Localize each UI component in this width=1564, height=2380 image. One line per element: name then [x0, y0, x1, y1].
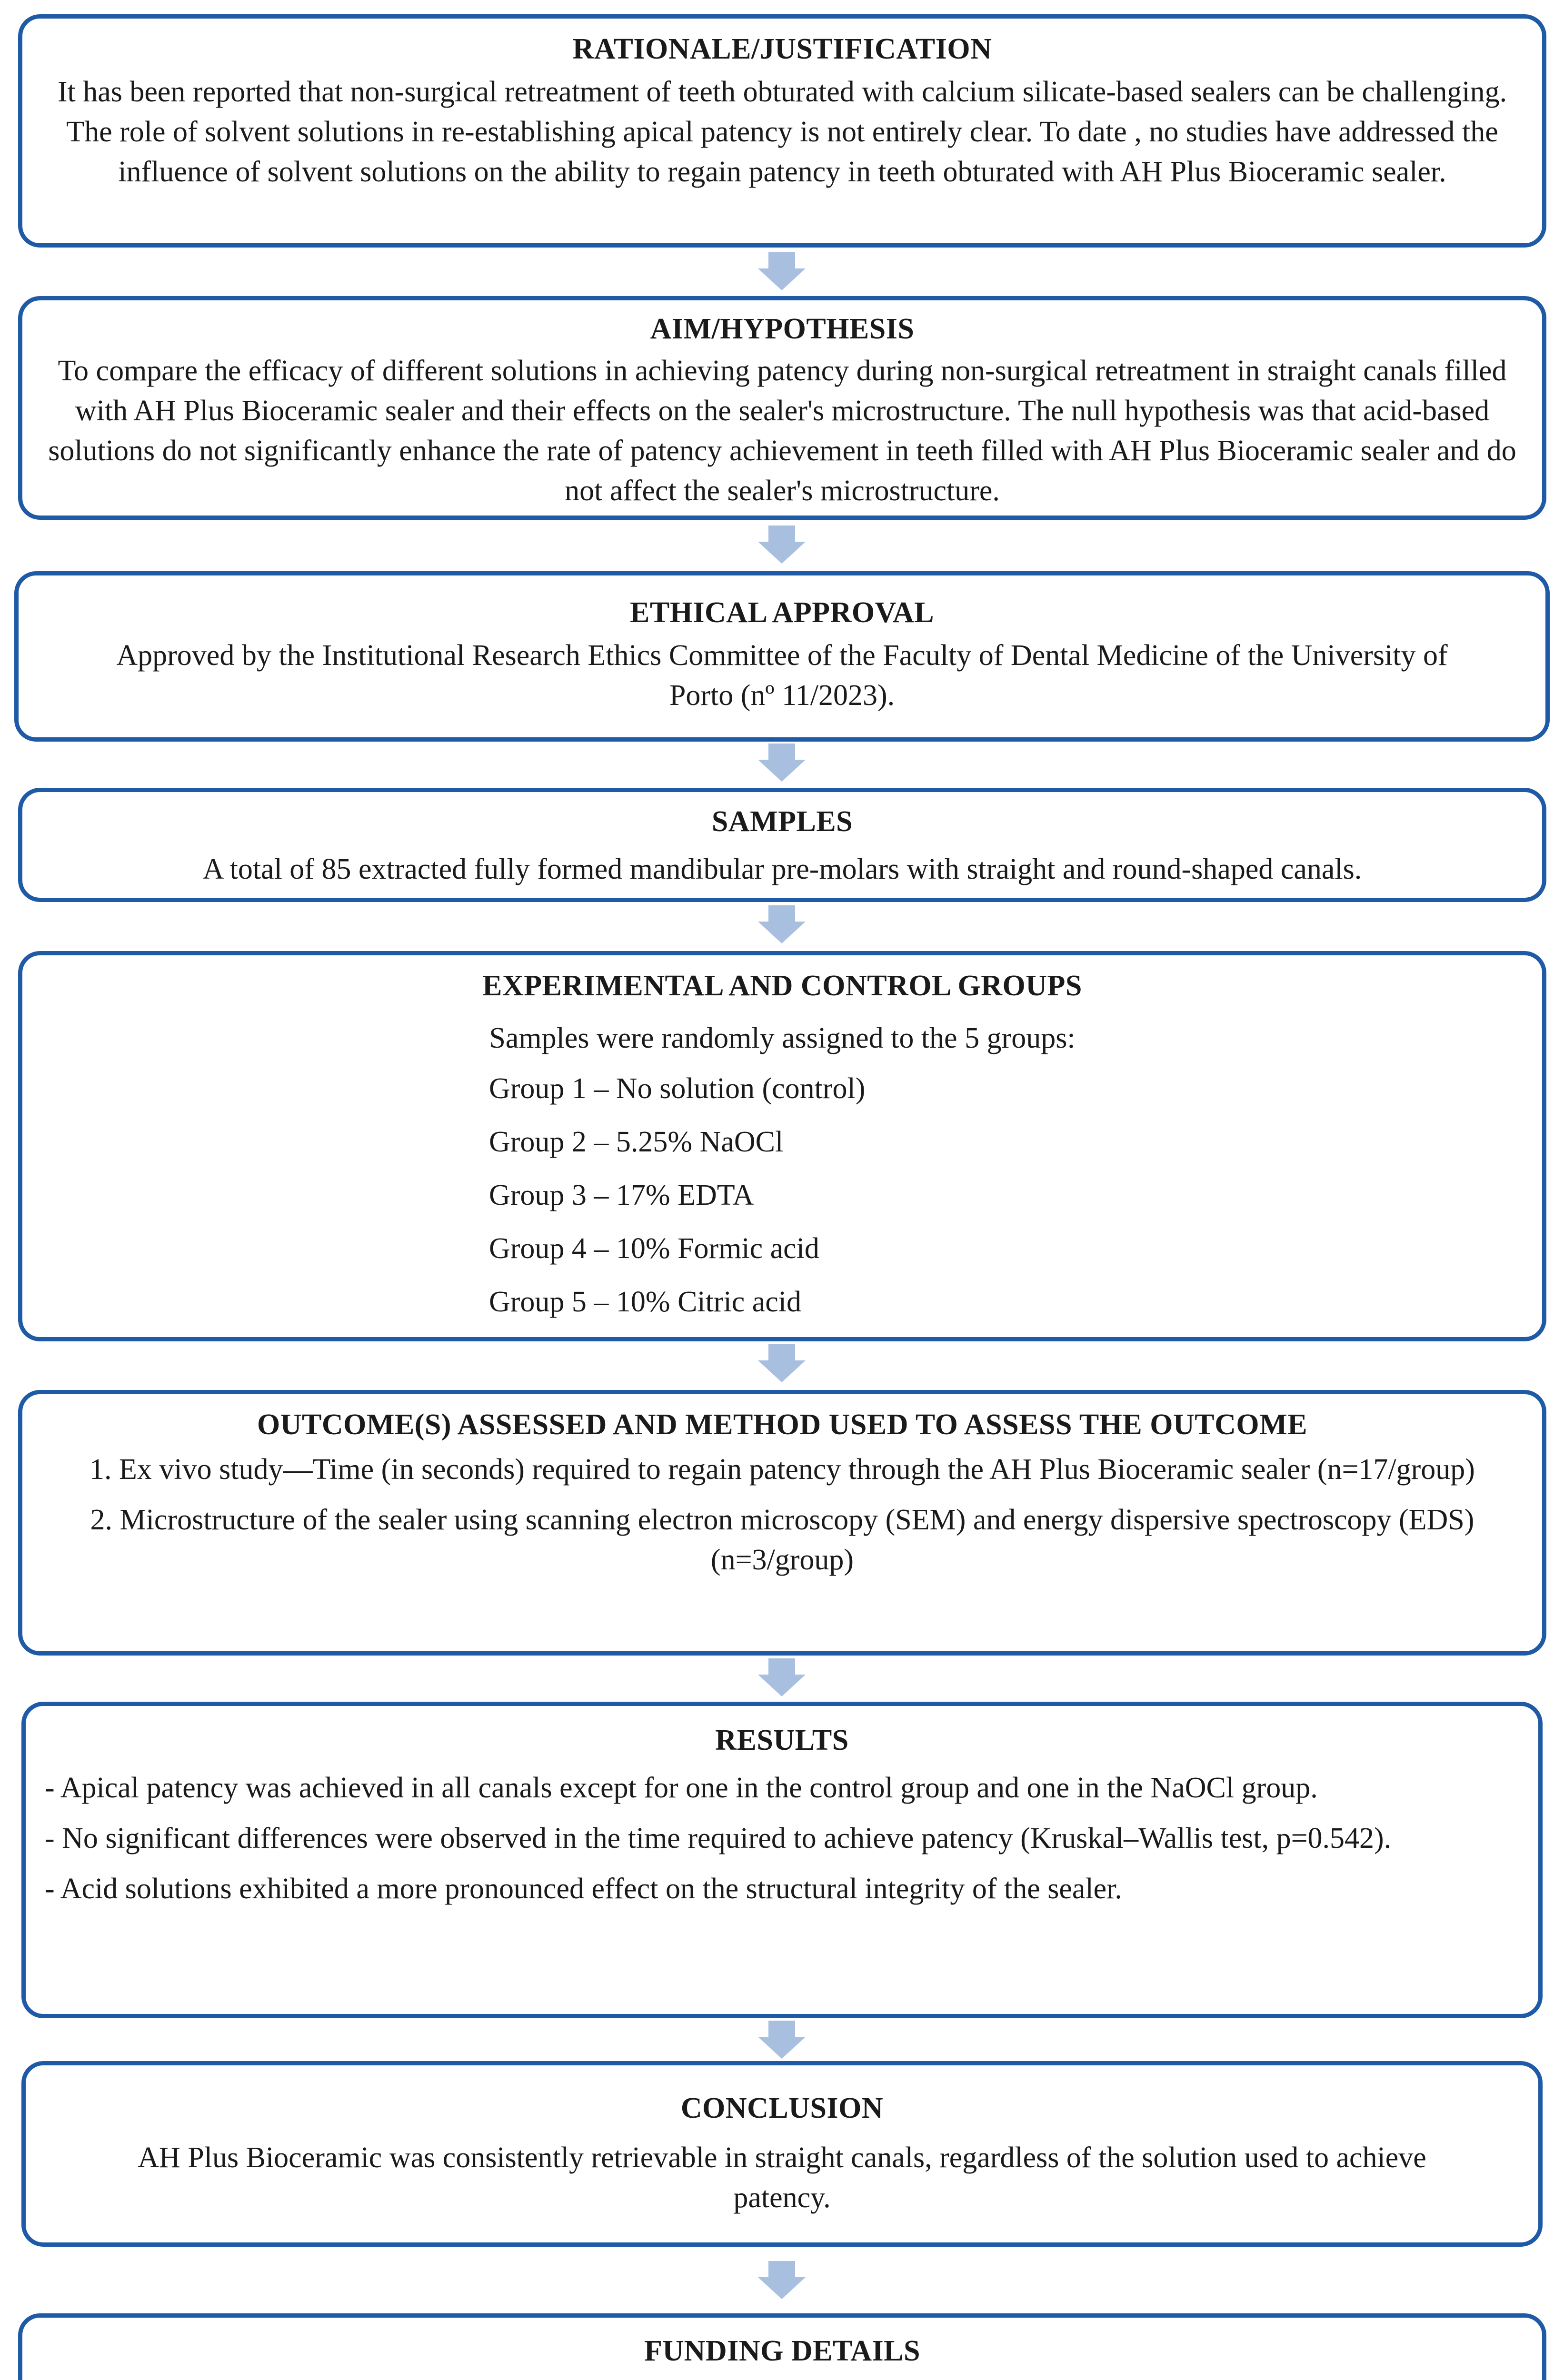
funding-title: FUNDING DETAILS — [644, 2335, 920, 2367]
results-title: RESULTS — [715, 1724, 849, 1756]
rationale-box — [18, 14, 1546, 248]
conclusion-title: CONCLUSION — [680, 2092, 884, 2124]
samples-text: A total of 85 extracted fully formed mandibular pre-molars with straight and round-shaped canals. — [202, 853, 1362, 885]
rationale-text: It has been reported that non-surgical retreatment of teeth obturated with calcium silicate-based sealers can be challenging. The role of solvent solutions in re-establishing apical patency is not entirely clear. To date , no studies have addressed the influence of solvent solutions on the ability to regain patency in teeth obturated with AH Plus Bioceramic sealer. — [57, 76, 1507, 188]
samples-title: SAMPLES — [711, 805, 853, 838]
funding-box — [18, 2313, 1546, 2380]
arrow-down-icon — [758, 744, 806, 782]
groups-title: EXPERIMENTAL AND CONTROL GROUPS — [482, 970, 1082, 1002]
samples-box — [18, 788, 1546, 902]
group-item: Group 4 – 10% Formic acid — [489, 1232, 819, 1265]
outcomes-box — [18, 1390, 1546, 1656]
rationale-title: RATIONALE/JUSTIFICATION — [572, 33, 992, 65]
group-item: Group 3 – 17% EDTA — [489, 1179, 754, 1211]
aim-box — [18, 296, 1546, 520]
arrow-down-icon — [758, 526, 806, 564]
conclusion-text: AH Plus Bioceramic was consistently retrievable in straight canals, regardless of the solution used to achieve patency. — [138, 2142, 1426, 2214]
arrow-down-icon — [758, 252, 806, 290]
groups-list — [489, 1062, 1542, 1329]
arrow-down-icon — [758, 905, 806, 943]
ethics-title: ETHICAL APPROVAL — [629, 596, 935, 629]
arrow-down-icon — [758, 2021, 806, 2059]
aim-title: AIM/HYPOTHESIS — [650, 313, 915, 345]
conclusion-box — [21, 2061, 1543, 2247]
outcome-item: 1. Ex vivo study—Time (in seconds) required to regain patency through the AH Plus Bioceramic sealer (n=17/group) — [90, 1453, 1475, 1486]
group-item: Group 1 – No solution (control) — [489, 1072, 866, 1105]
aim-text: To compare the efficacy of different solutions in achieving patency during non-surgical retreatment in straight canals filled with AH Plus Bioceramic sealer and their effects on the sealer's microstructure. The null hypothesis was that acid-based solutions do not significantly enhance the rate of patency achievement in teeth filled with AH Plus Bioceramic sealer and do not affect the sealer's microstructure. — [48, 355, 1516, 507]
group-item: Group 2 – 5.25% NaOCl — [489, 1126, 784, 1158]
outcome-item: 2. Microstructure of the sealer using scanning electron microscopy (SEM) and energy dispersive spectroscopy (EDS) (n=3/group) — [90, 1504, 1474, 1576]
result-item: - No significant differences were observed in the time required to achieve patency (Kruskal–Wallis test, p=0.542). — [45, 1822, 1392, 1854]
result-item: - Apical patency was achieved in all canals except for one in the control group and one in the NaOCl group. — [45, 1772, 1318, 1804]
arrow-down-icon — [758, 2261, 806, 2299]
arrow-down-icon — [758, 1658, 806, 1696]
ethics-box — [14, 571, 1550, 742]
funding-text — [32, 2378, 1533, 2380]
outcomes-title: OUTCOME(S) ASSESSED AND METHOD USED TO ASSESS THE OUTCOME — [257, 1408, 1307, 1441]
group-item: Group 5 – 10% Citric acid — [489, 1286, 802, 1318]
groups-box — [18, 951, 1546, 1341]
groups-intro: Samples were randomly assigned to the 5 groups: — [489, 1022, 1076, 1054]
ethics-text: Approved by the Institutional Research Ethics Committee of the Faculty of Dental Medicine of the University of Porto (nº 11/2023). — [116, 639, 1448, 712]
result-item: - Acid solutions exhibited a more pronounced effect on the structural integrity of the sealer. — [45, 1873, 1122, 1905]
results-box — [21, 1702, 1543, 2018]
arrow-down-icon — [758, 1344, 806, 1382]
